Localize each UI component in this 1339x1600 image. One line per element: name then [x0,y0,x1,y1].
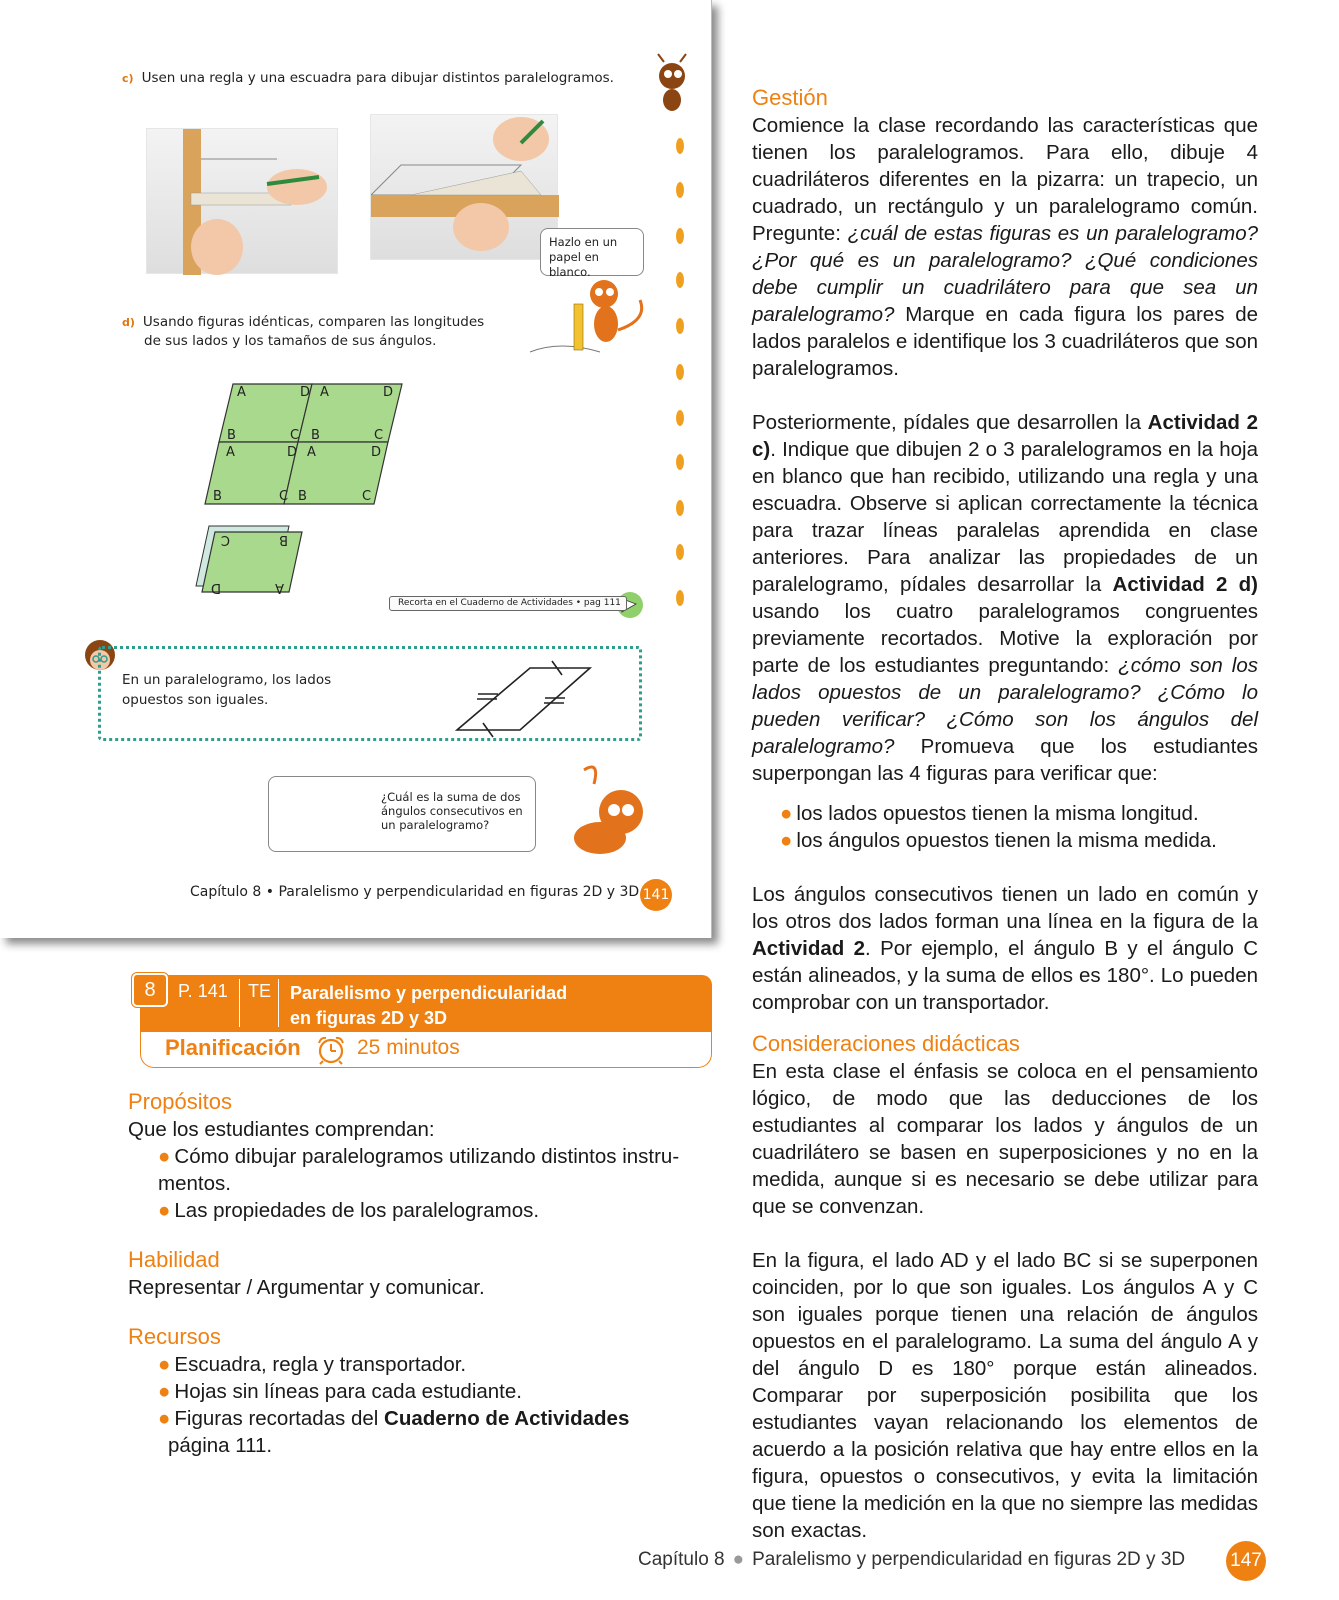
parallelogram-tiling [205,384,402,504]
rotated-label-d: D [210,580,221,595]
label-a-4: A [307,445,316,460]
planning-title-line2: en figuras 2D y 3D [290,1008,448,1028]
list-item: ● Figuras recortadas del Cuaderno de Actividades [158,1407,630,1430]
label-a-3: A [226,445,235,460]
label-b-2: B [311,428,320,443]
question-line1: ¿Cuál es la suma de dos [381,790,521,804]
item-c-text: Usen una regla y una escuadra para dibujar distintos paralelogramos. [141,70,614,86]
footer-title: Paralelismo y perpendicularidad en figuras 2D y 3D [752,1549,1186,1570]
left-column [128,1088,718,1481]
list-item: ● Escuadra, regla y transportador. [158,1353,467,1376]
section-recursos [128,1323,718,1459]
consideraciones-paragraph-2: En la figura, el lado AD y el lado BC si se superponen coinciden, por lo que son iguales. Los ángulos A y C son iguales porque tienen una relación de ángulos opuestos en el paralelogramo. La suma del ángulo A y del ángulo D es 180° porque están alineados. Comparar por superposición posibilita que los estudiantes vayan relacionando los elementos de acuerdo a la posición relativa que hay entre ellos en la figura, opuestos o consecutivos, y evita la limitación que tiene la medición en la que no siempre las medidas son exactas. [752,1249,1258,1542]
question-line2: ángulos consecutivos en [381,804,523,818]
stacked-parallelograms [196,526,302,595]
planning-page-ref: P. 141 [178,981,228,1001]
footer-chapter: Capítulo 8 [638,1549,725,1570]
recursos-list [128,1351,718,1459]
planning-header [140,975,712,1032]
gestion-paragraph-2: Posteriormente, pídales que desarrollen la Actividad 2 c). Indique que dibujen 2 o 3 paralelogramos en la hoja en blanco que han recibido, utilizando una regla y una escuadra. Observe si aplican correctamente la técnica para trazar líneas paralelas aprendida en clase anteriores. Para analizar las propiedades de un paralelogramo, pídales desarrollar la Actividad 2 d) usando los cuatro paralelogramos congruentes previamente recortados. Motive la exploración por parte de los estudiantes preguntando: ¿cómo son los lados opuestos de un paralelogramo? ¿Cómo lo pueden verificar? ¿Cómo son los ángulos del paralelogramo? Promueva que los estudiantes superpongan las 4 figuras para verificar que: [752,411,1258,785]
label-c-3: C [279,489,289,504]
gestion-heading: Gestión [752,85,828,110]
item-d-line2: de sus lados y los tamaños de sus ángulos. [144,333,437,349]
list-item: ● Cómo dibujar paralelogramos utilizando distintos instru- [158,1145,680,1168]
verification-list [752,800,1258,854]
label-c-4: C [362,489,372,504]
habilidad-text: Representar / Argumentar y comunicar. [128,1276,485,1299]
chapter-badge: 8 [132,973,168,1007]
item-c-mark: c) [122,72,134,85]
consideraciones-paragraph-1: En esta clase el énfasis se coloca en el pensamiento lógico, de modo que las deducciones de los estudiantes al comparar los lados y ángulos de un cuadrilátero se basen en superposiciones y no en la medida, aunque si es necesario se debe utilizar para que se convenzan. [752,1060,1258,1218]
right-column [752,84,1258,1571]
list-item-continuation: mentos. [158,1172,231,1195]
question-line3: un paralelogramo? [381,818,490,832]
header-divider [278,979,279,1027]
propositos-heading: Propósitos [128,1089,232,1114]
book-page-footer: Capítulo 8 • Paralelismo y perpendicularidad en figuras 2D y 3D [190,884,640,900]
property-line1: En un paralelogramo, los lados [122,672,332,688]
student-book-page [0,0,712,938]
list-item-continuation: página 111. [168,1434,273,1457]
rotated-label-a: A [275,580,284,595]
label-b-3: B [213,489,222,504]
question-text [381,790,523,832]
list-item: ● los ángulos opuestos tienen la misma medida. [780,829,1217,852]
section-habilidad [128,1246,718,1301]
ant-mascot-icon [658,54,686,111]
blank-bubble-line1: Hazlo en un [549,235,618,249]
blank-bubble-line2: papel en blanco. [549,250,599,279]
header-divider [239,979,240,1027]
label-b-4: B [298,489,307,504]
list-item: ● los lados opuestos tienen la misma longitud. [780,802,1199,825]
label-d-2: D [383,385,394,400]
page-number: 147 [1226,1541,1266,1581]
propositos-intro: Que los estudiantes comprendan: [128,1118,435,1141]
label-a-2: A [320,385,329,400]
monkey-mascot-icon [574,767,643,854]
label-d-3: D [287,445,298,460]
planning-title [290,981,567,1031]
cut-out-reference: Recorta en el Cuaderno de Actividades • pag 111 [389,596,627,611]
list-item: ● Las propiedades de los paralelogramos. [158,1199,540,1222]
rotated-label-c: C [220,532,230,547]
label-a-1: A [237,385,246,400]
footer-dot: ● [732,1549,745,1570]
planning-te-label: TE [248,981,272,1001]
habilidad-heading: Habilidad [128,1247,220,1272]
planning-duration: 25 minutos [357,1036,460,1059]
recursos-heading: Recursos [128,1324,221,1349]
label-c-2: C [374,428,384,443]
label-b-1: B [227,428,236,443]
property-line2: opuestos son iguales. [122,692,269,708]
section-propositos [128,1088,718,1224]
consideraciones-heading: Consideraciones didácticas [752,1031,1020,1056]
leaf-decoration-icon [676,138,684,606]
property-text [122,670,331,710]
page-footer [638,1549,1185,1571]
planning-label: Planificación [165,1035,301,1060]
label-d-4: D [371,445,382,460]
gestion-paragraph-1: Comience la clase recordando las características que tienen los paralelogramos. Para ello, dibuje 4 cuadriláteros diferentes en la pizarra: un trapecio, un cuadrado, un rectángulo y un paralelogramo común. Pregunte: ¿cuál de estas figuras es un paralelogramo? ¿Por qué es un paralelogramo? ¿Qué condiciones debe cumplir un cuadrilátero para que sea un paralelogramo? Marque en cada figura los pares de lados paralelos e identifique los 3 cuadriláteros que son paralelogramos. [752,114,1258,380]
rotated-label-b: B [279,532,288,547]
item-d-line1: Usando figuras idénticas, comparen las longitudes [142,314,485,330]
item-d-mark: d) [122,316,135,329]
planning-time-box [140,1032,712,1068]
gestion-paragraph-3: Los ángulos consecutivos tienen un lado en común y los otros dos lados forman una línea en la figura de la Actividad 2. Por ejemplo, el ángulo B y el ángulo C están alineados, y la suma de ellos es 180°. Lo pueden comprobar con un transportador. [752,883,1258,1014]
planning-title-line1: Paralelismo y perpendicularidad [290,983,568,1003]
alarm-clock-icon [313,1035,349,1065]
propositos-list [128,1143,718,1224]
label-d-1: D [300,385,311,400]
label-c-1: C [290,428,300,443]
book-page-number: 141 [640,879,672,911]
list-item: ● Hojas sin líneas para cada estudiante. [158,1380,522,1403]
monkey-pencil-icon [530,280,642,352]
